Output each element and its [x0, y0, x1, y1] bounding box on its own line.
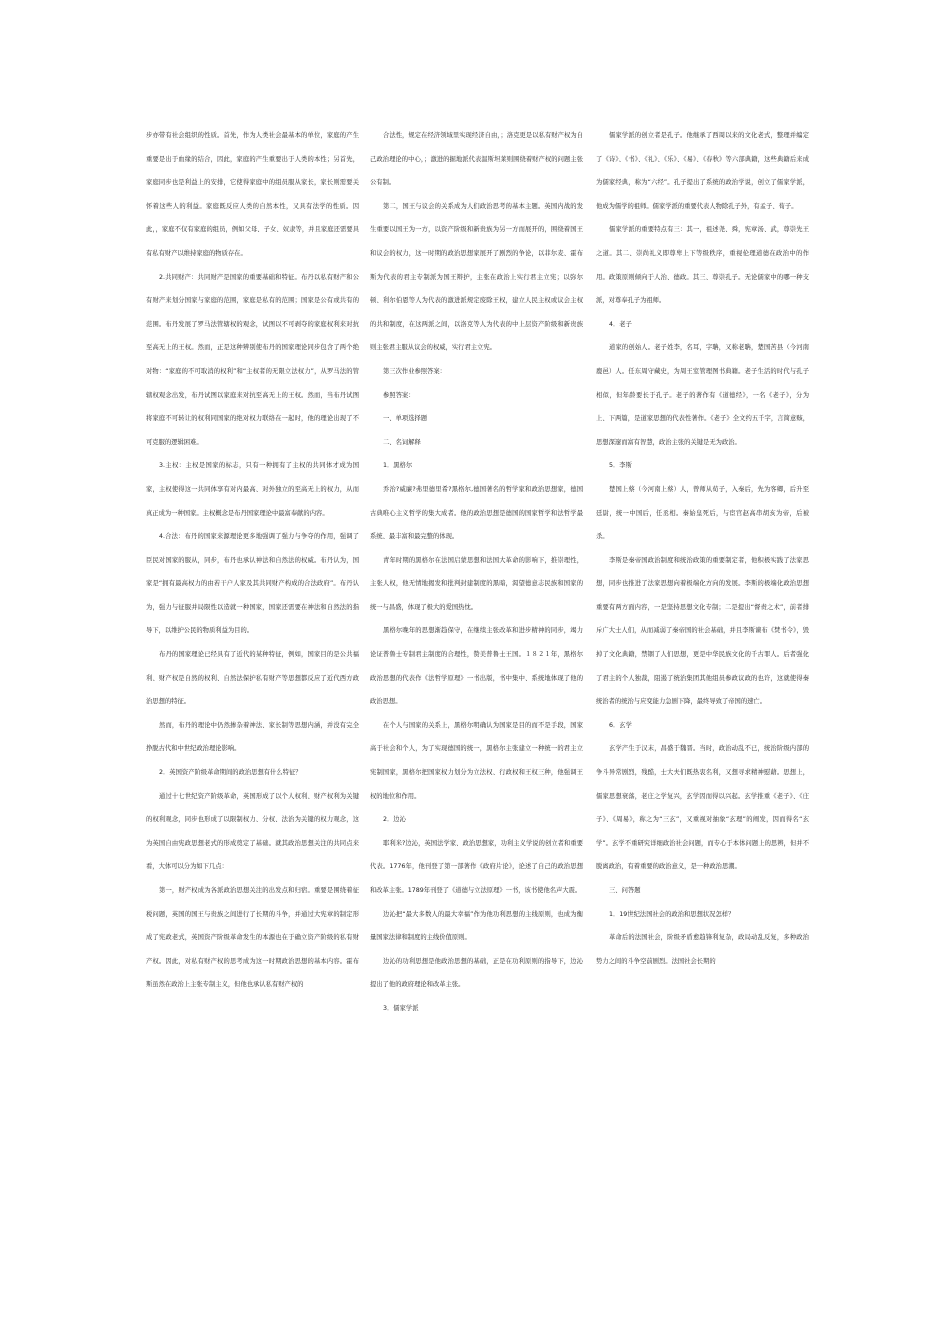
paragraph: 第三次作业参照答案： — [383, 367, 446, 375]
paragraph: 第一，财产权成为各派政治思想关注的出发点和归宿。重要是围绕着征税问题，英国的国王与贵族之间进行了长期的斗争，并通过大宪章的制定形成了宪政老式，英国资产阶级革命发生的本源也在于确立资产阶级的私有财产权。因此，对私有财产权的思考成为这一时期政治思想的基本内容。霍布斯虽然在政治上主张专制主义，但他也承认私有财产权的 — [146, 887, 359, 989]
paragraph: 一、单项选择题 — [383, 415, 428, 423]
paragraph: 然而，布丹的理论中仍然掺杂着神法、家长制等思想内涵，并没有完全挣脱古代和中世纪政治理论影响。 — [146, 721, 359, 753]
text-column-middle — [370, 124, 583, 1021]
paragraph: 儒家学派的重要特点有三：其一，祖述尧、舜，宪章汤、武，尊崇先王之道。其二、崇尚礼义即尊卑上下等级秩序，重视伦理道德在政治中的作用。政策原则倾向于人治、德政。其三、尊崇孔子。无论儒家中的哪一种支派，对尊奉孔子为祖师。 — [596, 226, 809, 305]
paragraph: 2．英国资产阶级革命期间的政治思想有什么特征？ — [159, 769, 302, 777]
paragraph: 耶利米?边沁，英国法学家、政治思想家，功利主义学说的创立者和重要代表。1776年，他刊登了第一部著作《政府片论》，论述了自己的政治思想和改革主张。1789年刊登了《道德与立法原理》一书，该书使他名声大震。 — [370, 839, 583, 894]
paragraph: 革命后的法国社会，阶级矛盾愈趋锋利复杂，政局动乱反复，多种政治势力之间的斗争空前剧烈。法国社会长期的 — [596, 934, 809, 965]
paragraph: 6．玄学 — [609, 721, 632, 729]
paragraph: 青年时期的黑格尔在法国启蒙思想和法国大革命的影响下，推崇理性，主张人权，他无情地揭发和批判封建制度的黑暗，渴望德意志民族和国家的统一与昌盛，体现了极大的爱国热忱。 — [370, 556, 583, 611]
paragraph: 参照答案： — [383, 391, 415, 399]
paragraph: 2．边沁 — [383, 816, 406, 824]
paragraph: 通过十七世纪资产阶级革命，英国形成了以个人权利、财产权利为关键的权利观念，同步也形成了以限制权力、分权、法治为关键的权力观念，这为英国自由宪政思想老式的形成奠定了基础。就其政治思想关注的共同点来看，大体可以分为如下几点： — [146, 792, 359, 871]
paragraph: 道家的创始人。老子姓李，名耳，字聃，又称老聃，楚国苦县（今河南鹿邑）人。任东周守藏史，为周王室管理图书典籍。老子生活的时代与孔子相似，但年龄要长于孔子。老子的著作有《道德经》，一名《老子》，分为上、下两篇，是道家思想的代表性著作。《老子》全文约五千字，言简意赅，思想深邃而富有智慧，政治主张的关键是无为政治。 — [596, 344, 809, 446]
paragraph: 李斯是秦帝国政治制度和统治政策的重要制定者，他积极实践了法家思想，同步也推进了法家思想向着极端化方向的发展。李斯的极端化政治思想重要有两方面内容，一是坚持思想文化专制；二是提出“督责之术”，前者排斥广大士人们，从而减弱了秦帝国的社会基础，并且李斯谏布《焚书令》，毁掉了文化典籍，禁锢了人们思想，更是中华民族文化的千古罪人。后者强化了君主的个人独裁，阻遏了统治集团其他组员参政议政的也许，这就使得秦统治者的统治与应变能力急剧下降，最终导致了帝国的速亡。 — [596, 556, 809, 706]
paragraph: 2.共同财产：共同财产是国家的重要基础和特征。布丹以私有财产和公有财产来划分国家与家庭的范围，家庭是私有的范围；国家是公有或共有的范围。布丹发展了罗马法管辖权的观念，试图以不可剥夺的家庭权利来对抗至高无上的王权。然而，正是这种辨别使布丹的国家理论同步包含了两个绝对物：“家庭的不可取消的权利”和“主权者的无限立法权力”，从罗马法的管辖权观念出发，布丹试图以家庭来对抗至高无上的王权。然而，当布丹试图将家庭不可转让的权利同国家的绝对权力联络在一起时，他的理论出现了不可克服的逻辑困难。 — [146, 273, 359, 446]
paragraph: 黑格尔晚年的思想渐趋保守，在继续主张改革和进步精神的同步，竭力论证普鲁士专制君主制度的合理性，赞美普鲁士王国。１８２１年，黑格尔政治思想的代表作《法哲学原理》一书出版，书中集中、系统地体现了他的政治思想。 — [370, 627, 583, 706]
paragraph: 乔治?威廉?弗里德里希?黑格尔,德国著名的哲学家和政治思想家，德国古典唯心主义哲学的集大成者。他的政治思想是德国的国家哲学和法哲学最系统、最丰富和最完整的体现。 — [370, 485, 583, 541]
paragraph: 边沁把“最大多数人的最大幸福”作为他功利思想的主线原则，也成为衡量国家法律和制度的主线价值原则。 — [370, 910, 583, 942]
paragraph: 第二，国王与议会的关系成为人们政治思考的基本主题。英国内战的发生重要以国王为一方，以资产阶级和新贵族为另一方而展开的，围绕着国王和议会的权力，这一时期的政治思想家展开了剧烈的争论，以菲尔麦、霍布斯为代表的君主专制派为国王辩护，主张在政治上实行君主立宪；以弥尔顿、利尔伯恩等人为代表的激进派规定废除王权，建立人民主权或议会主权的共和制度，在这两派之间，以洛克等人为代表的中上层资产阶级和新贵族则主张君主服从议会的权威，实行君主立宪。 — [370, 202, 583, 352]
text-column-left — [146, 124, 359, 997]
paragraph: 5．李斯 — [609, 462, 632, 470]
paragraph: 3．儒家学派 — [383, 1004, 419, 1012]
paragraph: 二、名词解释 — [383, 438, 421, 446]
paragraph: 三、问答题 — [609, 887, 641, 894]
text-column-right — [596, 124, 809, 973]
paragraph: 1．19世纪法国社会的政治和思想状况怎样？ — [609, 910, 735, 918]
paragraph: 合法性，规定在经济领域里实现经济自由，；洛克更是以私有财产权为自己政治理论的中心，；激进的掘地派代表温斯坦莱则围绕着财产权的问题主张公有制。 — [370, 132, 583, 187]
paragraph: 儒家学派的创立者是孔子。他继承了西周以来的文化老式，整理并编定了《诗》、《书》、《礼》、《乐》、《易》、《春秋》等六部典籍，这些典籍后来成为儒家经典，称为“六经”。孔子提出了系统的政治学说，创立了儒家学派，他成为儒学的祖师。儒家学派的重要代表人物除孔子外，有孟子、荀子。 — [596, 132, 809, 210]
paragraph: 布丹的国家理论已经具有了近代的某种特征，例如，国家目的是公共福利、财产权是自然的权利、自然法保护私有财产等思想都反应了近代西方政治思想的特征。 — [146, 651, 359, 706]
paragraph: 在个人与国家的关系上，黑格尔明确认为国家是目的而不是手段，国家高于社会和个人，为了实现德国的统一，黑格尔主张建立一种统一的君主立宪制国家，黑格尔把国家权力划分为立法权、行政权和王权三种，他强调王权的地位和作用。 — [370, 721, 583, 800]
paragraph: 3.主权：主权是国家的标志，只有一种拥有了主权的共同体才成为国家，主权使得这一共同体享有对内最高、对外独立的至高无上的权力，从而真正成为一种国家。主权概念是布丹国家理论中最富奉献的内容。 — [146, 462, 359, 517]
paragraph: 4．老子 — [609, 320, 632, 328]
paragraph: 1．黑格尔 — [383, 462, 413, 470]
paragraph: 楚国上蔡（今河南上蔡）人，曾师从荀子，入秦后，先为客卿，后升至廷尉，统一中国后，任丞相。秦始皇死后，与宦官赵高串胡亥为帝，后被杀。 — [596, 485, 809, 541]
paragraph: 玄学产生于汉末，昌盛于魏晋。当时，政治动乱不已，统治阶级内部的争斗异常剧烈，残酷，士大夫们既热衷名利，又想寻求精神慰藉。思想上，儒家思想衰落，老庄之学复兴，玄学因而得以兴起。玄学推重《老子》、《庄子》、《周易》，称之为“三玄”，又重视对抽象“玄理”的阐发，因而得名“玄学”。玄学不重研究详细政治社会问题，而专心于本体问题上的思辨，但并不脱离政治，有着重要的政治意义，是一种政治思潮。 — [596, 745, 809, 871]
paragraph: 4.合法：布丹的国家来源理论更多地强调了强力与争夺的作用，强调了臣民对国家的服从，同步，布丹也承认神法和自然法的权威。布丹认为，国家是“拥有最高权力的由若干户人家及其共同财产构成的合法政府”。布丹认为，强力与征服并局限性以造就一种国家，国家还需要在神法和自然法的指导下，以维护公民的物质利益为目的。 — [146, 533, 359, 635]
paragraph: 边沁的功利思想是他政治思想的基础，正是在功利原则的指导下，边沁提出了他的政府理论和改革主张。 — [370, 957, 583, 989]
paragraph: 步亦带有社会组织的性质。首先，作为人类社会最基本的单位，家庭的产生重要是出于血缘的结合，因此，家庭的产生重要出于人类的本性；另首先，家庭同步也是利益上的安排，它使得家庭中的组员服从家长，家长则需要关怀着这些人的利益。家庭既反应人类的自然本性，又具有法学的性质。因此，，家庭不仅有家庭的组员，例如父母、子女、奴隶等，并且家庭还需要具有私有财产以维持家庭的物质存在。 — [146, 132, 359, 257]
